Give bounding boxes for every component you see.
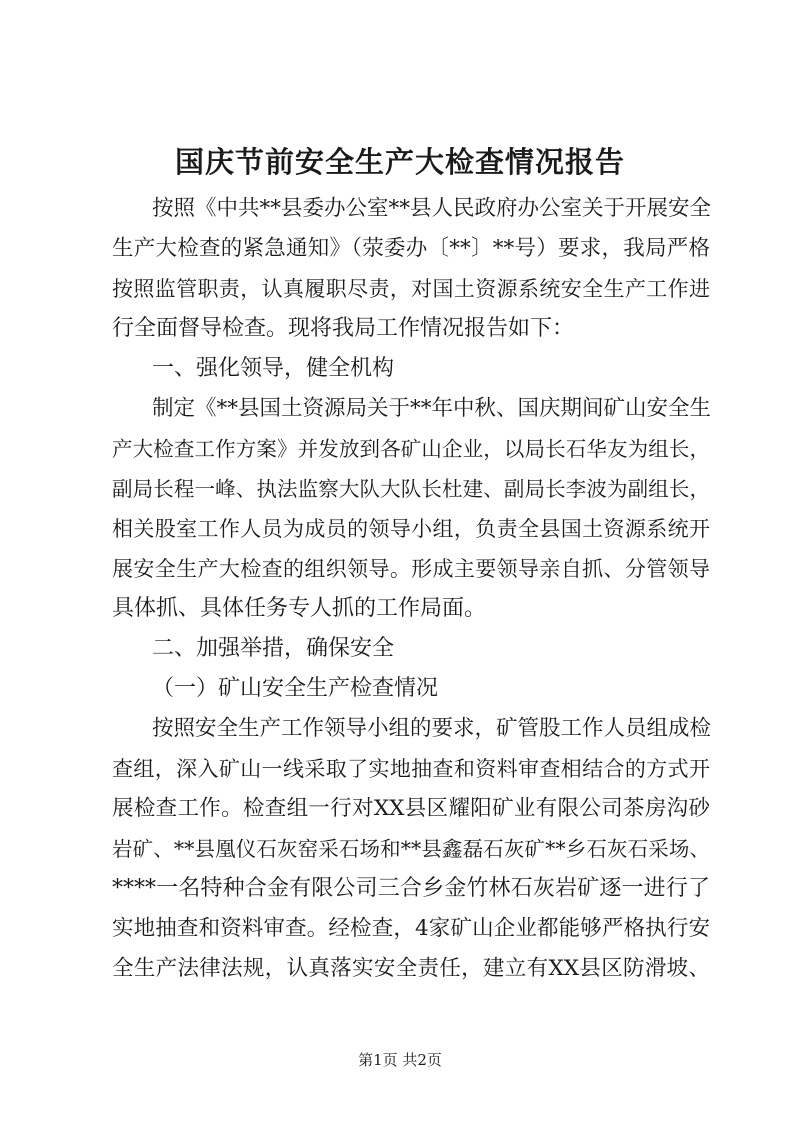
subsection-heading: （一）矿山安全生产检查情况: [152, 676, 439, 701]
body-line: 生产大检查的紧急通知》（荥委办〔**〕**号）要求，我局严格: [112, 236, 710, 261]
document-body: [112, 189, 710, 989]
body-line: 全生产法律法规，认真落实安全责任，建立有XX县区防滑坡、: [112, 956, 710, 981]
body-line: 按照安全生产工作领导小组的要求，矿管股工作人员组成检: [152, 716, 712, 741]
section-heading: 一、强化领导，健全机构: [152, 356, 395, 381]
body-line: 制定《**县国土资源局关于**年中秋、国庆期间矿山安全生: [152, 396, 712, 421]
body-line: 岩矿、**县凰仪石灰窑采石场和**县鑫磊石灰矿**乡石灰石采场、: [112, 837, 710, 861]
body-line: 相关股室工作人员为成员的领导小组，负责全县国土资源系统开: [112, 517, 710, 541]
body-line: 实地抽查和资料审查。经检查，4家矿山企业都能够严格执行安: [112, 916, 710, 941]
body-line: 产大检查工作方案》并发放到各矿山企业，以局长石华友为组长，: [112, 437, 710, 461]
page-footer: 第1页 共2页: [358, 1051, 442, 1069]
body-line: ****一名特种合金有限公司三合乡金竹林石灰岩矿逐一进行了: [112, 876, 710, 901]
body-line: 具体抓、具体任务专人抓的工作局面。: [112, 596, 487, 621]
body-line: 行全面督导检查。现将我局工作情况报告如下：: [112, 316, 575, 341]
body-line: 展检查工作。检查组一行对XX县区耀阳矿业有限公司茶房沟砂: [112, 796, 710, 821]
body-line: 展安全生产大检查的组织领导。形成主要领导亲自抓、分管领导: [112, 557, 710, 581]
body-line: 副局长程一峰、执法监察大队大队长杜建、副局长李波为副组长，: [112, 477, 710, 501]
body-line: 查组，深入矿山一线采取了实地抽查和资料审查相结合的方式开: [112, 757, 710, 781]
body-line: 按照监管职责，认真履职尽责，对国土资源系统安全生产工作进: [112, 277, 710, 301]
body-line: 按照《中共**县委办公室**县人民政府办公室关于开展安全: [152, 196, 712, 221]
section-heading: 二、加强举措，确保安全: [152, 636, 395, 661]
document-title: 国庆节前安全生产大检查情况报告: [174, 145, 625, 179]
